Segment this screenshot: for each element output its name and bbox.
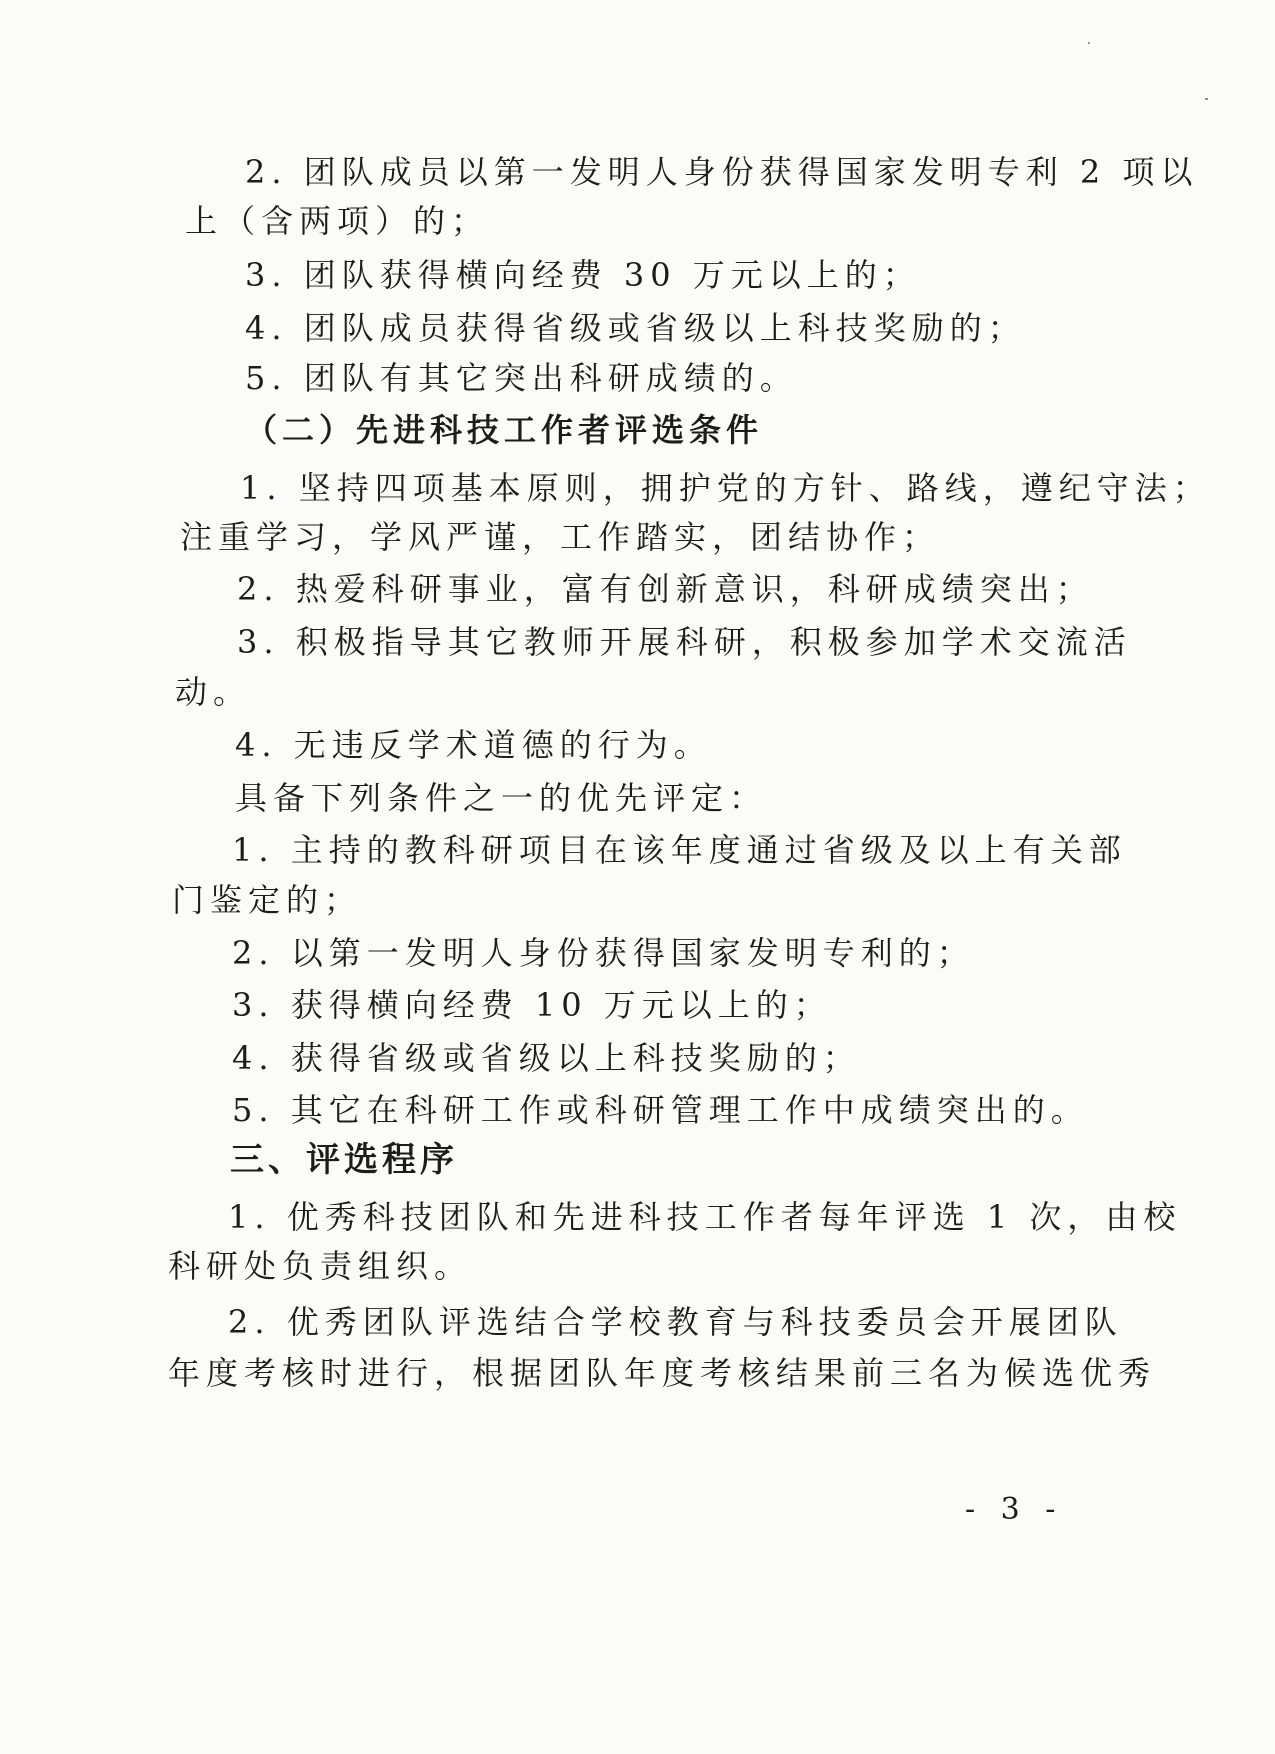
paragraph-line: 注重学习，学风严谨，工作踏实，团结协作；: [180, 518, 941, 556]
paragraph-line: 上（含两项）的；: [185, 202, 490, 240]
section-heading: 三、评选程序: [230, 1140, 458, 1180]
paragraph-line: 4. 无违反学术道德的行为。: [235, 726, 712, 764]
paragraph-line: 动。: [175, 673, 252, 711]
paragraph-line: 2. 优秀团队评选结合学校教育与科技委员会开展团队: [228, 1303, 1123, 1341]
paragraph-line: 4. 团队成员获得省级或省级以上科技奖励的；: [245, 309, 1026, 347]
paragraph-line: 2. 以第一发明人身份获得国家发明专利的；: [232, 934, 975, 972]
paragraph-line: 具备下列条件之一的优先评定：: [235, 779, 768, 817]
page-number: - 3 -: [965, 1492, 1064, 1527]
paragraph-line: 4. 获得省级或省级以上科技奖励的；: [232, 1039, 861, 1077]
paragraph-line: 5. 其它在科研工作或科研管理工作中成绩突出的。: [232, 1091, 1089, 1129]
paragraph-line: 3. 团队获得横向经费 30 万元以上的；: [245, 256, 921, 294]
paragraph-line: 门鉴定的；: [172, 881, 363, 919]
scan-speck: [1088, 42, 1090, 44]
paragraph-line: 3. 积极指导其它教师开展科研，积极参加学术交流活: [237, 623, 1132, 661]
paragraph-line: 5. 团队有其它突出科研成绩的。: [245, 359, 798, 397]
section-subheading: （二）先进科技工作者评选条件: [245, 411, 764, 449]
paragraph-line: 3. 获得横向经费 10 万元以上的；: [232, 986, 832, 1024]
scan-speck: [1205, 98, 1208, 100]
paragraph-line: 1. 坚持四项基本原则，拥护党的方针、路线，遵纪守法；: [240, 469, 1211, 507]
paragraph-line: 2. 团队成员以第一发明人身份获得国家发明专利 2 项以: [245, 153, 1199, 191]
paragraph-line: 科研处负责组织。: [168, 1247, 473, 1285]
paragraph-line: 2. 热爱科研事业，富有创新意识，科研成绩突出；: [237, 570, 1094, 608]
paragraph-line: 1. 主持的教科研项目在该年度通过省级及以上有关部: [232, 831, 1127, 869]
paragraph-line: 1. 优秀科技团队和先进科技工作者每年评选 1 次，由校: [228, 1198, 1182, 1236]
paragraph-line: 年度考核时进行，根据团队年度考核结果前三名为候选优秀: [168, 1354, 1157, 1392]
